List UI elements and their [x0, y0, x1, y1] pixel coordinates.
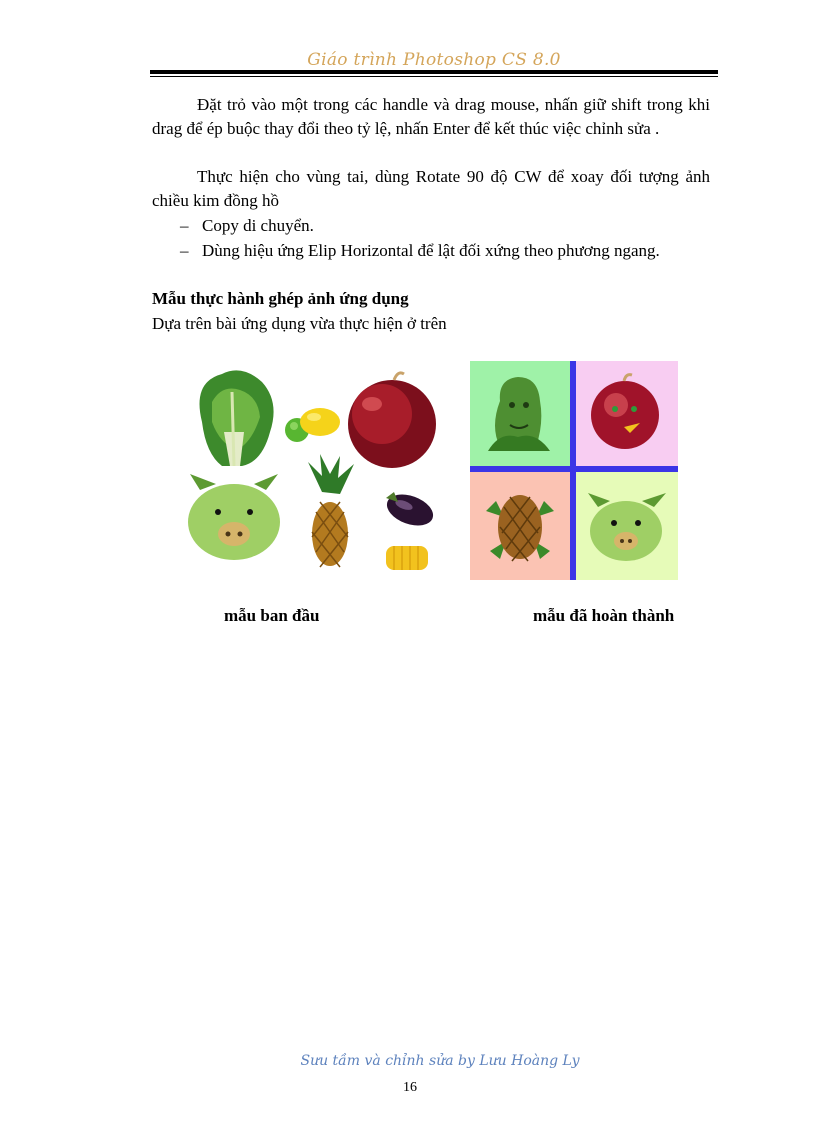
caption-completed: mẫu đã hoàn thành: [533, 606, 675, 625]
paragraph-handle-drag: Đặt trỏ vào một trong các handle và drag mouse, nhấn giữ shift trong khi drag để ép buộc thay đổi theo tỷ lệ, nhấn Enter để kết thúc việc chỉnh sửa .: [152, 95, 710, 138]
header-rule-thick: [150, 70, 718, 74]
page-number: 16: [403, 1080, 417, 1095]
original-sample-image: [182, 362, 450, 580]
section-subtitle: Dựa trên bài ứng dụng vừa thực hiện ở trên: [152, 314, 447, 333]
caption-original: mẫu ban đầu: [224, 606, 320, 625]
panel-divider-horizontal: [470, 466, 678, 472]
bullet-marker: –: [180, 216, 189, 235]
bullet-item: [180, 239, 660, 263]
footer-credit: Sưu tầm và chỉnh sửa by Lưu Hoàng Ly: [300, 1053, 580, 1069]
header-title: Giáo trình Photoshop CS 8.0: [307, 50, 561, 70]
section-title: Mẫu thực hành ghép ảnh ứng dụng: [152, 289, 409, 308]
corn-image: [386, 546, 428, 570]
lemon-image: [300, 408, 340, 436]
bullet-text: Dùng hiệu ứng Elip Horizontal để lật đối xứng theo phương ngang.: [202, 241, 660, 260]
bullet-text: Copy di chuyển.: [202, 216, 314, 235]
paragraph-rotate: Thực hiện cho vùng tai, dùng Rotate 90 độ CW để xoay đối tượng ảnh chiều kim đồng hồ: [152, 167, 710, 210]
completed-sample-image: [470, 361, 678, 580]
bullet-marker: –: [180, 241, 189, 260]
bullet-item: [180, 214, 314, 238]
cabbage-pig-image: [188, 474, 280, 560]
header-rule-thin: [150, 76, 718, 77]
